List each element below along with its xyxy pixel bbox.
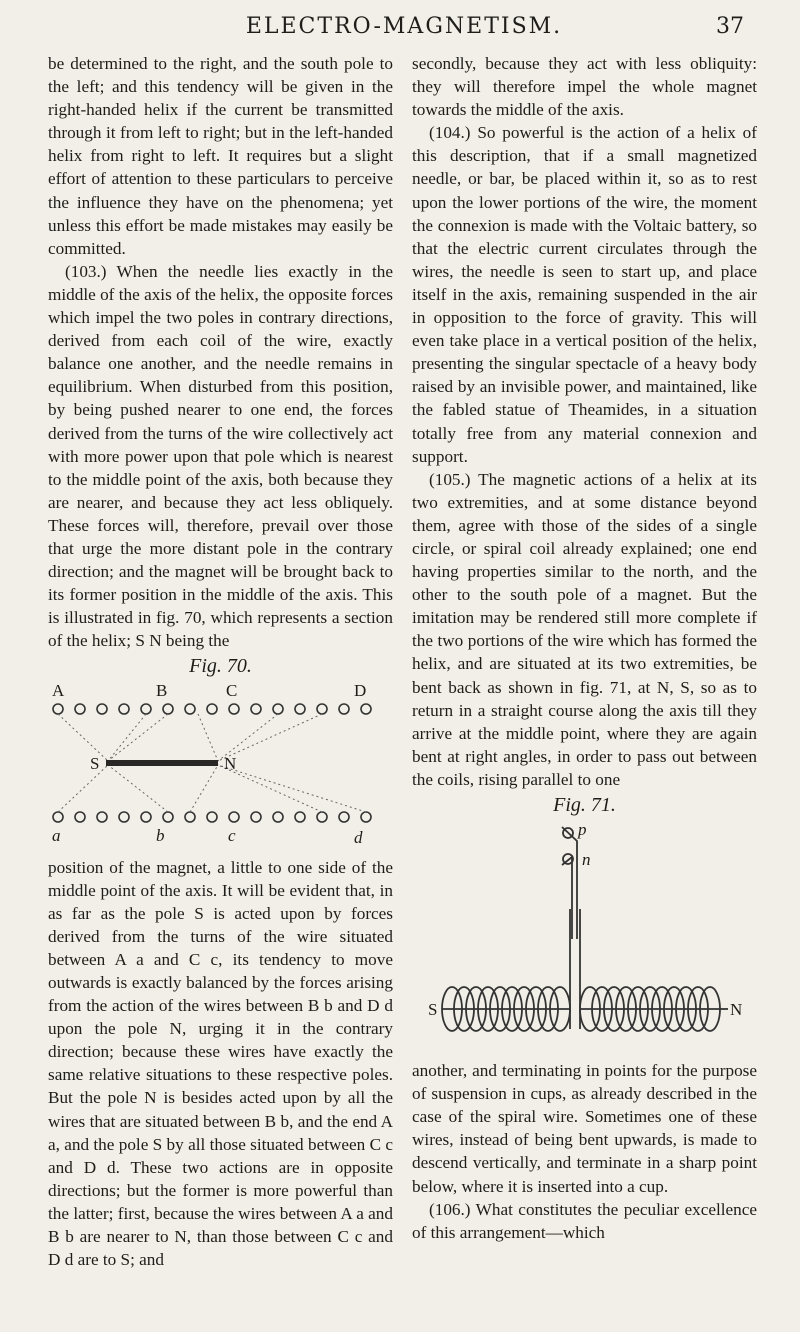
figure-71-caption: Fig. 71. <box>553 794 616 816</box>
label-p: p <box>578 820 587 840</box>
label-C: C <box>226 680 238 700</box>
label-D: D <box>354 680 367 700</box>
magnet-bar <box>106 760 218 766</box>
label-A: A <box>52 680 65 700</box>
figure-70-caption: Fig. 70. <box>189 655 252 678</box>
bottom-coil-row <box>53 812 371 822</box>
label-c: c <box>228 825 236 845</box>
label-N: N <box>224 753 237 773</box>
page-header <box>64 14 744 46</box>
figure-71 <box>412 819 757 1059</box>
page-number: 37 <box>716 14 744 39</box>
label-d: d <box>354 827 363 847</box>
top-coil-row <box>53 704 371 714</box>
label-S: S <box>90 753 100 773</box>
label-B: B <box>156 680 168 700</box>
label-b: b <box>156 825 165 845</box>
paragraph-103: (103.) When the needle lies exactly in the middle of the axis of the helix, the opposite forces which impel the two poles in contrary directions, derived from each coil of the wire, exactly balance one another, and the needle remains in equilibrium. When disturbed from this position, by being pushed nearer to one end, the forces derived from the turns of the wire collectively act with more power upon that pole which is nearest to the middle point of the axis, both because they are nearer, and because they act less obliquely. These forces will, therefore, prevail over those that urge the more distant pole in the contrary direction; and the magnet will be brought back to its former position in the middle of the axis. This is illustrated in fig. 70, which represents a section of the helix; S N being the <box>48 261 393 651</box>
paragraph-104: (104.) So powerful is the action of a helix of this description, that if a small magnetized needle, or bar, be placed within it, so as to rest upon the lower portions of the wire, the moment the connexion is made with the Voltaic battery, so that the electric current circulates through the wires, the needle is seen to start up, and place itself in the axis, remaining suspended in the air in opposition to the force of gravity. This will even take place in a vertical position of the helix, presenting the singular spectacle of a heavy body raised by an invisible power, and maintained, like the fabled statue of Theamides, in a situation totally free from any material connexion and support. <box>412 123 757 466</box>
left-column <box>48 52 393 1271</box>
paragraph-106: (106.) What constitutes the peculiar excellence of this arrangement—which <box>412 1199 757 1242</box>
label-n: n <box>582 850 591 870</box>
paragraph: secondly, because they act with less obliquity: they will therefore impel the whole magnet towards the middle of the axis. <box>412 54 757 120</box>
paragraph: another, and terminating in points for the purpose of suspension in cups, as already described in the case of the spiral wire. Sometimes one of these wires, instead of being bent upwards, is made to descend vertically, and terminate in a sharp point below, where it is inserted into a cup. <box>412 1061 757 1196</box>
label-N: N <box>730 1000 743 1020</box>
right-column <box>412 52 757 1244</box>
label-a: a <box>52 825 61 845</box>
paragraph: be determined to the right, and the south pole to the left; and this tendency will be given in the right-handed helix if the current be transmitted through it from left to right; but in the left-handed helix from right to left. It requires but a slight effort of attention to these particulars to perceive the influence they have on the phenomena; yet unless this effort be made mistakes may easily be committed. <box>48 54 393 258</box>
figure-70 <box>48 681 393 856</box>
running-title: ELECTRO-MAGNETISM. <box>245 14 563 39</box>
paragraph: position of the magnet, a little to one side of the middle point of the axis. It will be evident that, in as far as the pole S is acted upon by forces derived from the turns of the wire situated between A a and C c, its tendency to move outwards is exactly balanced by the forces arising from the action of the wires between B b and D d upon the pole N, urging it in the contrary direction; because these wires have exactly the same relative situations to these respective poles. But the pole N is besides acted upon by all the wires that are situated between B b, and the end A a, and the pole S by all those situated between C c and D d. These two actions are in opposite directions; but the former is more powerful than the latter; first, because the wires between A a and B b are nearer to N, than those between C c and D d are to S; and <box>48 857 393 1270</box>
label-S: S <box>428 1000 438 1020</box>
paragraph-105: (105.) The magnetic actions of a helix at its two extremities, and at some distance beyond them, agree with those of the sides of a single circle, or spiral coil already explained; one end having properties similar to the north, and the other to the south pole of a magnet. But the imitation may be rendered still more complete if the two portions of the wire which has formed the helix, and are situated at its two extremities, be bent back as shown in fig. 71, at N, S, so as to return in a straight course along the axis till they arrive at the middle point, where they are again bent at right angles, in order to pass out between the coils, rising parallel to one <box>412 469 757 789</box>
